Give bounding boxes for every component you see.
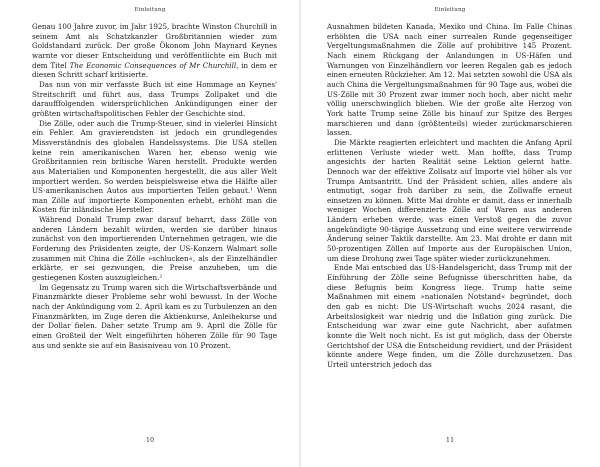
paragraph: Genau 100 Jahre zuvor, im Jahr 1925, brachte Winston Churchill in seinem Amt als Schatzkanzler Großbritannien wieder zum Goldstandard zurück. Der große Ökonom John Maynard Keynes warnte vor dieser Entscheidung und veröffentlichte ein Buch mit dem Titel The Economic Consequences of Mr Churchill, in dem er diesen Schritt scharf kritisierte. [32, 22, 277, 80]
paragraph: Ausnahmen bildeten Kanada, Mexiko und China. Im Falle Chinas erhöhten die USA nach einer surrealen Runde gegenseitiger Vergeltungsmaßnahmen die Zölle auf prohibitive 145 Prozent. Nach einem Rückgang der Anlandungen in US-Häfen und Warnungen von Einzelhändlern vor leeren Regalen gab es jedoch einen erneuten Rückzieher. Am 12. Mai setzten sowohl die USA als auch China die Vergeltungsmaßnahmen für 90 Tage aus, wobei die US-Zölle mit 30 Prozent zwar immer noch hoch, aber nicht mehr völlig unerschwinglich blieben. Wie der große alte Herzog von York hatte Trump seine Zölle bis hinauf zur Spitze des Berges marschieren und dann (größtenteils) wieder zurückmarschieren lassen. [327, 22, 572, 138]
left-body-text [32, 22, 277, 350]
paragraph: Die Märkte reagierten erleichtert und machten die Anfang April erlittenen Verluste wieder wett. Man hoffte, dass Trump angesichts der harten Realität seine Lektion gelernt hatte. Dennoch war der effektive Zollsatz auf Importe viel höher als vor Trumps Amtsantritt. Und der Präsident schien, alles andere als entmutigt, sogar froh darüber zu sein, die Zollwaffe erneut einsetzen zu können. Mitte Mai drohte er damit, dass er innerhalb weniger Wochen differenzierte Zölle auf Waren aus anderen Ländern erheben werde, was einen Verstoß gegen die zuvor angekündigte 90-tägige Aussetzung und eine weitere verwirrende Änderung seiner Taktik darstellte. Am 23. Mai drohte er dann mit 50-prozentigen Zöllen auf Importe aus der Europäischen Union, um diese Drohung zwei Tage später wieder zurückzunehmen. [327, 137, 572, 263]
running-head-left: Einleitung [134, 7, 166, 13]
paragraph: Während Donald Trump zwar darauf beharrt, dass Zölle von anderen Ländern bezahlt würden, werden sie darüber hinaus zunächst von den importierenden Unternehmen getragen, wie die Forderung des Präsidenten zeigte, der US-Konzern Walmart solle zusammen mit China die Zölle »schlucken«, als der Einzelhändler erklärte, er sei gezwungen, die Preise anzuheben, um die gestiegenen Kosten auszugleichen.² [32, 215, 277, 283]
page-number-left: 10 [145, 436, 155, 444]
page-number-right: 11 [445, 436, 455, 444]
paragraph: Im Gegensatz zu Trump waren sich die Wirtschaftsverbände und Finanzmärkte dieser Probleme sehr wohl bewusst. In der Woche nach der Ankündigung vom 2. April kam es zu Turbulenzen an den Finanzmärkten, im Zuge deren die Aktienkurse, Anleihekurse und der Dollar fielen. Daher setzte Trump am 9. April die Zölle für einen Großteil der Welt eingeführten höheren Zölle für 90 Tage aus und senkte sie auf ein Basisniveau von 10 Prozent. [32, 282, 277, 350]
book-title: The Economic Consequences of Mr Churchill [69, 60, 237, 70]
right-body-text [327, 22, 572, 370]
paragraph: Ende Mai entschied das US-Handelsgericht, dass Trump mit der Einführung der Zölle seine Befugnisse überschritten habe, da diese Befugnis beim Kongress liege. Trump hatte seine Maßnahmen mit einem »nationalen Notstand« begründet, doch den gab es nicht: Die US-Wirtschaft wuchs 2024 rasant, die Arbeitslosigkeit war niedrig und die Inflation ging zurück. Die Entscheidung war zwar eine gute Nachricht, aber aufatmen konnte die Welt noch nicht. Es ist gut möglich, dass der Oberste Gerichtshof der USA die Entscheidung revidiert, und der Präsident könnte andere Wege finden, um die Zölle durchzusetzen. Das Urteil unterstrich jedoch das [327, 263, 572, 369]
running-head-right: Einleitung [434, 7, 466, 13]
right-page [300, 0, 600, 467]
paragraph: Die Zölle, oder auch die Trump-Steuer, sind in vielerlei Hinsicht ein Fehler. Am gravierendsten ist jedoch ein grundlegendes Missverständnis des globalen Handelssystems. Die USA stellen keine rein amerikanischen Waren her, ebenso wenig wie Großbritannien rein britische Waren herstellt. Produkte werden aus Materialien und Komponenten hergestellt, die aus aller Welt importiert werden. So werden beispielsweise etwa die Hälfte aller US-amerikanischen Autos aus importierten Teilen gebaut.¹ Wenn man Zölle auf importierte Komponenten erhebt, erhöht man die Kosten für inländische Hersteller. [32, 118, 277, 215]
paragraph: Das nun von mir verfasste Buch ist eine Hommage an Keynes' Streitschrift und führt aus, dass Trumps Zollpaket und die daraufffolgenden widersprüchlichen Ankündigungen einer der größten wirtschaftspolitischen Fehler der Geschichte sind. [32, 79, 277, 118]
